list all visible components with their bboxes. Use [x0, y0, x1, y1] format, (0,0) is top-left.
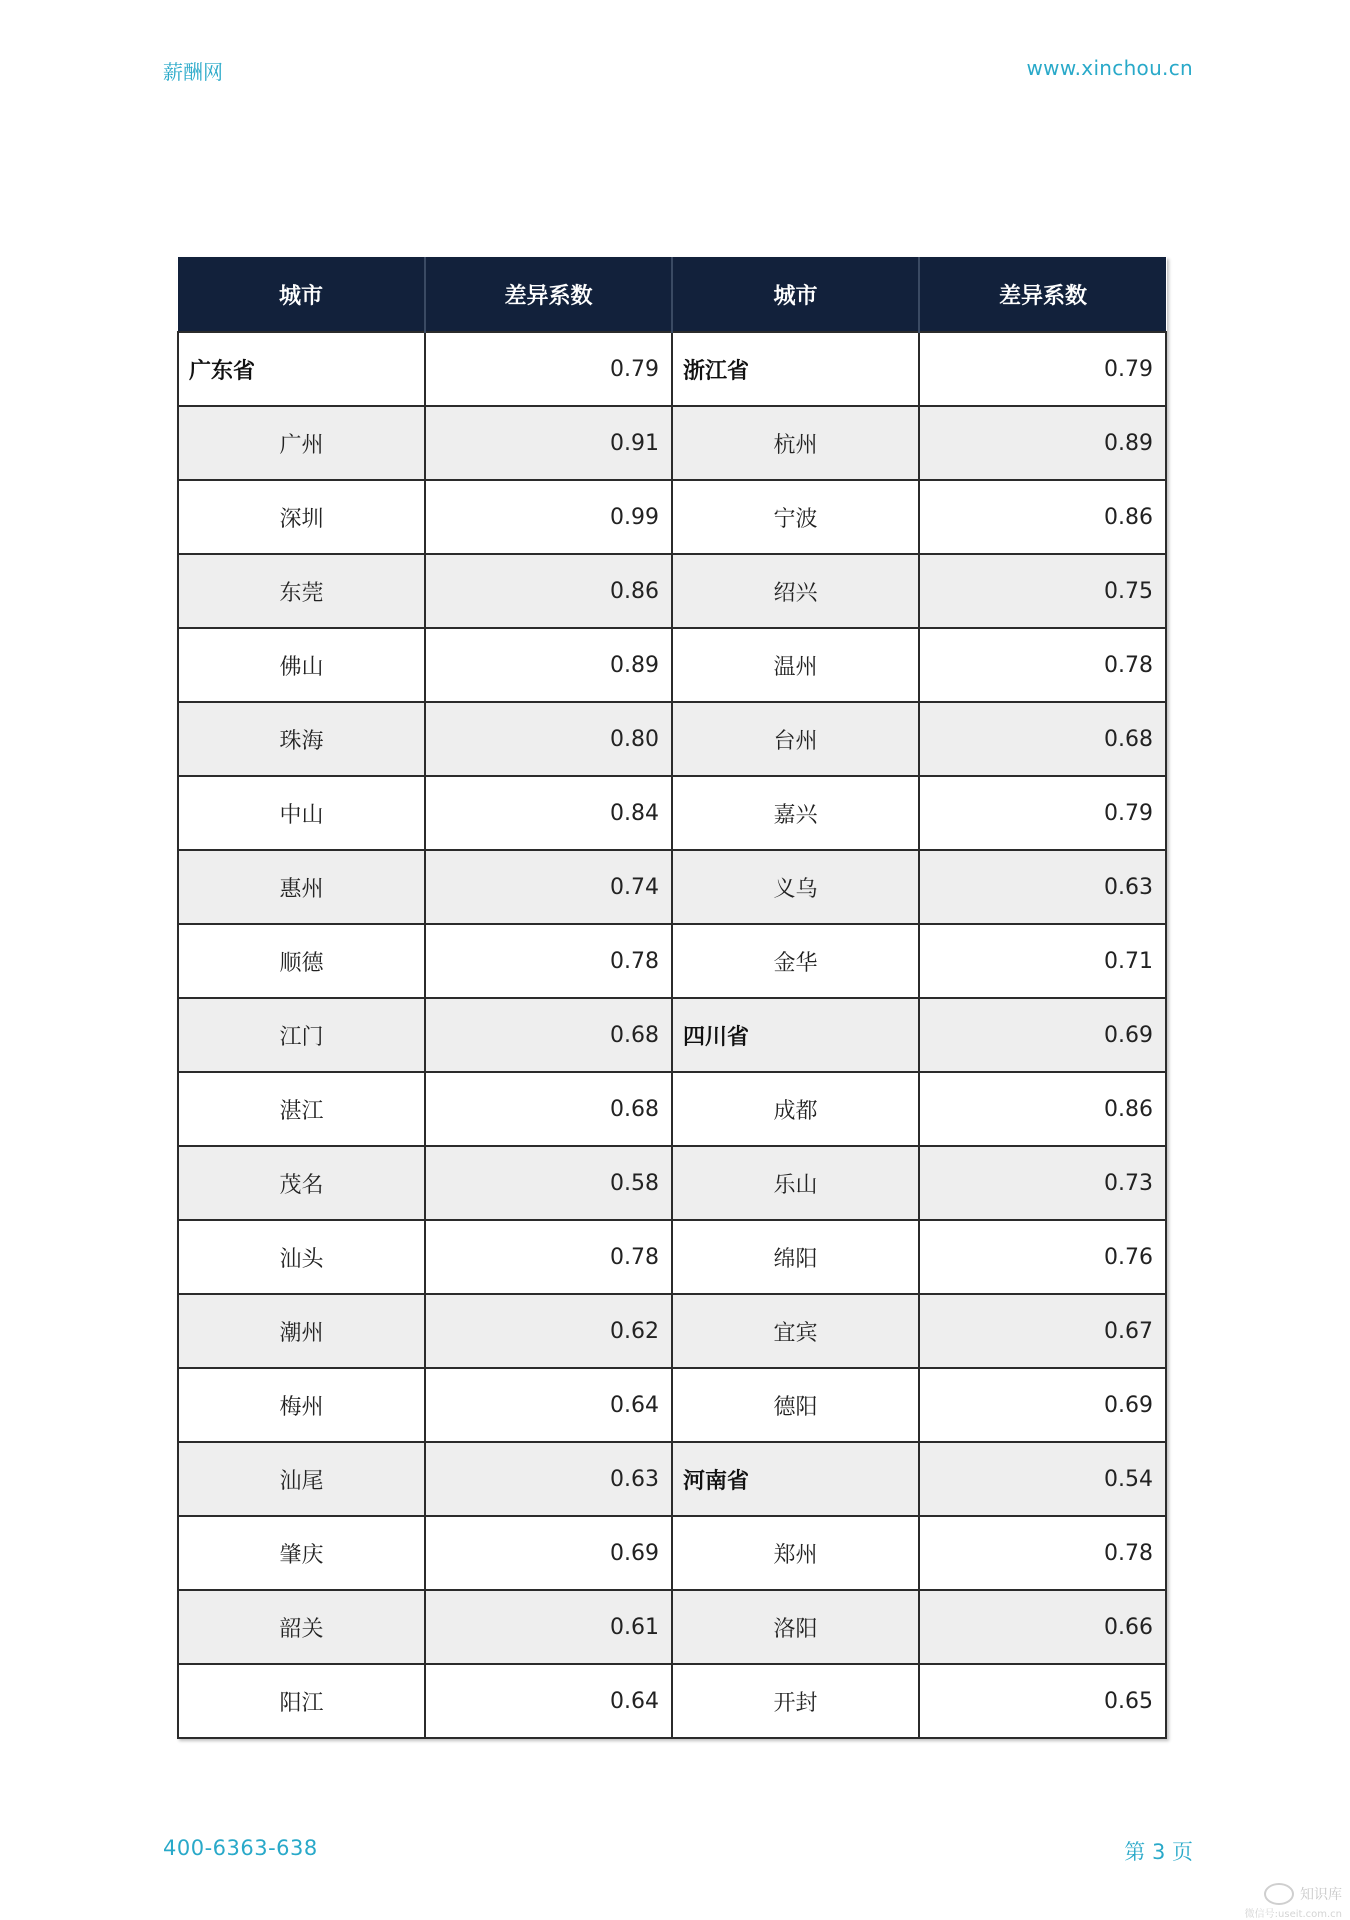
table-row: [178, 1664, 1166, 1738]
coefficient-cell: 0.99: [425, 480, 672, 554]
table-row: [178, 1442, 1166, 1516]
coefficient-cell: 0.84: [425, 776, 672, 850]
table-row: [178, 406, 1166, 480]
coefficient-cell: 0.62: [425, 1294, 672, 1368]
page-number: 第 3 页: [1124, 1840, 1193, 1864]
table-row: [178, 1146, 1166, 1220]
province-cell: 广东省: [178, 332, 425, 406]
city-cell: 汕头: [178, 1220, 425, 1294]
coefficient-cell: 0.86: [919, 480, 1166, 554]
city-cell: 湛江: [178, 1072, 425, 1146]
city-cell: 成都: [672, 1072, 919, 1146]
city-cell: 潮州: [178, 1294, 425, 1368]
city-cell: 乐山: [672, 1146, 919, 1220]
coefficient-cell: 0.68: [425, 1072, 672, 1146]
city-cell: 佛山: [178, 628, 425, 702]
province-cell: 浙江省: [672, 332, 919, 406]
table-row: [178, 1368, 1166, 1442]
table-row: [178, 1220, 1166, 1294]
table-row: [178, 776, 1166, 850]
coefficient-cell: 0.65: [919, 1664, 1166, 1738]
coefficient-cell: 0.58: [425, 1146, 672, 1220]
watermark: [1244, 1883, 1342, 1920]
table-row: [178, 702, 1166, 776]
table-row: [178, 554, 1166, 628]
watermark-name: 知识库: [1300, 1887, 1342, 1903]
table-row: [178, 1294, 1166, 1368]
coefficient-cell: 0.74: [425, 850, 672, 924]
coefficient-cell: 0.75: [919, 554, 1166, 628]
coefficient-cell: 0.80: [425, 702, 672, 776]
coefficient-cell: 0.68: [425, 998, 672, 1072]
coefficient-cell: 0.64: [425, 1368, 672, 1442]
city-cell: 嘉兴: [672, 776, 919, 850]
city-cell: 洛阳: [672, 1590, 919, 1664]
coefficient-cell: 0.67: [919, 1294, 1166, 1368]
coefficient-cell: 0.78: [425, 924, 672, 998]
city-cell: 中山: [178, 776, 425, 850]
city-cell: 宜宾: [672, 1294, 919, 1368]
coefficient-cell: 0.61: [425, 1590, 672, 1664]
coefficient-cell: 0.78: [919, 1516, 1166, 1590]
col-header-coefficient-2: 差异系数: [919, 257, 1166, 332]
city-cell: 温州: [672, 628, 919, 702]
city-cell: 汕尾: [178, 1442, 425, 1516]
coefficient-cell: 0.69: [919, 1368, 1166, 1442]
province-cell: 河南省: [672, 1442, 919, 1516]
city-cell: 杭州: [672, 406, 919, 480]
coefficient-cell: 0.76: [919, 1220, 1166, 1294]
city-cell: 阳江: [178, 1664, 425, 1738]
table-row: [178, 1516, 1166, 1590]
coefficient-cell: 0.91: [425, 406, 672, 480]
city-cell: 开封: [672, 1664, 919, 1738]
col-header-city-1: 城市: [178, 257, 425, 332]
coefficient-cell: 0.63: [919, 850, 1166, 924]
coefficient-cell: 0.89: [919, 406, 1166, 480]
table-row: [178, 480, 1166, 554]
coefficient-cell: 0.66: [919, 1590, 1166, 1664]
city-cell: 义乌: [672, 850, 919, 924]
city-cell: 惠州: [178, 850, 425, 924]
city-cell: 顺德: [178, 924, 425, 998]
table-row: [178, 924, 1166, 998]
city-cell: 肇庆: [178, 1516, 425, 1590]
table-header-row: [178, 257, 1166, 332]
city-cell: 东莞: [178, 554, 425, 628]
col-header-city-2: 城市: [672, 257, 919, 332]
coefficient-cell: 0.73: [919, 1146, 1166, 1220]
city-cell: 茂名: [178, 1146, 425, 1220]
city-cell: 台州: [672, 702, 919, 776]
coefficient-cell: 0.79: [919, 776, 1166, 850]
brand-name: 薪酬网: [163, 60, 223, 84]
city-cell: 绵阳: [672, 1220, 919, 1294]
coefficient-cell: 0.69: [919, 998, 1166, 1072]
site-url[interactable]: www.xinchou.cn: [1026, 56, 1193, 80]
province-cell: 四川省: [672, 998, 919, 1072]
coefficient-cell: 0.86: [919, 1072, 1166, 1146]
watermark-sub: 微信号:useit.com.cn: [1244, 1909, 1342, 1920]
city-cell: 宁波: [672, 480, 919, 554]
table-row: [178, 1590, 1166, 1664]
coefficient-cell: 0.86: [425, 554, 672, 628]
city-cell: 广州: [178, 406, 425, 480]
coefficient-cell: 0.69: [425, 1516, 672, 1590]
col-header-coefficient-1: 差异系数: [425, 257, 672, 332]
coefficient-cell: 0.79: [425, 332, 672, 406]
city-cell: 金华: [672, 924, 919, 998]
coefficient-cell: 0.71: [919, 924, 1166, 998]
coefficient-cell: 0.68: [919, 702, 1166, 776]
coefficient-cell: 0.89: [425, 628, 672, 702]
city-cell: 绍兴: [672, 554, 919, 628]
wechat-icon: [1264, 1883, 1294, 1905]
table-row: [178, 850, 1166, 924]
coefficient-cell: 0.78: [425, 1220, 672, 1294]
coefficient-cell: 0.79: [919, 332, 1166, 406]
city-cell: 深圳: [178, 480, 425, 554]
coefficient-cell: 0.54: [919, 1442, 1166, 1516]
city-cell: 郑州: [672, 1516, 919, 1590]
city-coefficient-table: [177, 257, 1167, 1739]
city-cell: 江门: [178, 998, 425, 1072]
city-cell: 韶关: [178, 1590, 425, 1664]
table-row: [178, 998, 1166, 1072]
phone-number: 400-6363-638: [163, 1836, 318, 1860]
coefficient-cell: 0.63: [425, 1442, 672, 1516]
city-cell: 珠海: [178, 702, 425, 776]
coefficient-cell: 0.78: [919, 628, 1166, 702]
city-cell: 德阳: [672, 1368, 919, 1442]
table-row: [178, 628, 1166, 702]
coefficient-cell: 0.64: [425, 1664, 672, 1738]
table-row: [178, 1072, 1166, 1146]
city-cell: 梅州: [178, 1368, 425, 1442]
table-row: [178, 332, 1166, 406]
